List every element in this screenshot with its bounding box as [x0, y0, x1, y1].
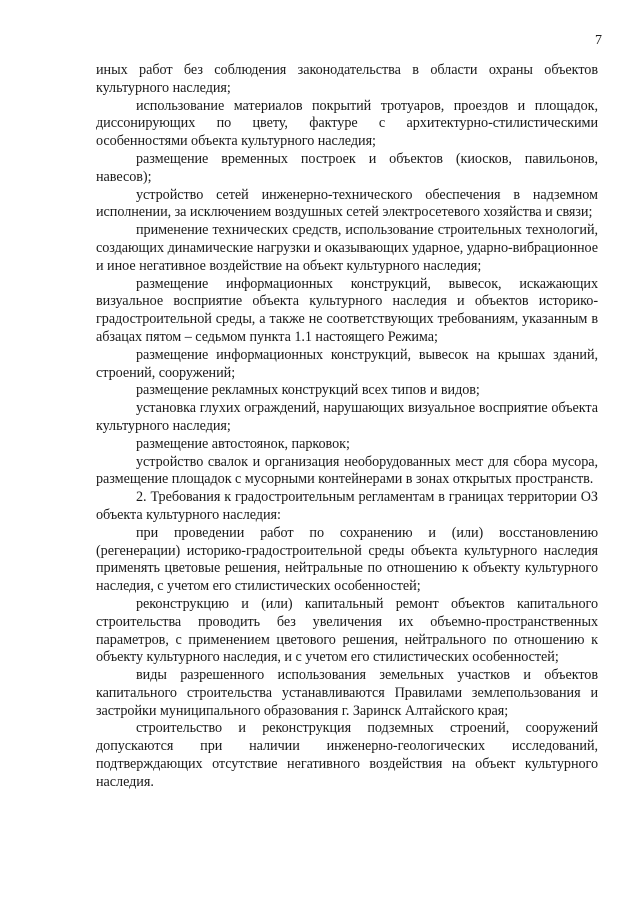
paragraph: строительство и реконструкция подземных строений, сооружений допускаются при наличии инженерно-геологических исследований, подтверждающих отсутствие негативного воздействия на объект культурного наследия. [96, 720, 598, 790]
paragraph: при проведении работ по сохранению и (или) восстановлению (регенерации) историко-градостроительной среды объекта культурного наследия применять цветовые решения, нейтральные по отношению к объекту культурного наследия, с учетом его стилистических особенностей; [96, 524, 598, 595]
paragraph: устройство сетей инженерно-технического обеспечения в надземном исполнении, за исключением воздушных сетей электросетевого хозяйства и связи; [96, 186, 598, 221]
paragraph: иных работ без соблюдения законодательства в области охраны объектов культурного наследия; [96, 62, 598, 96]
paragraph: размещение автостоянок, парковок; [136, 435, 350, 452]
paragraph: размещение рекламных конструкций всех типов и видов; [136, 382, 480, 399]
paragraph: виды разрешенного использования земельных участков и объектов капитального строительства устанавливаются Правилами землепользования и застройки муниципального образования г. Заринск Алтайского края; [96, 667, 598, 719]
paragraph: установка глухих ограждений, нарушающих визуальное восприятие объекта культурного наследия; [96, 400, 598, 434]
document-body [96, 62, 598, 792]
paragraph: 2. Требования к градостроительным регламентам в границах территории ОЗ объекта культурного наследия: [96, 489, 598, 523]
paragraph: реконструкцию и (или) капитальный ремонт объектов капитального строительства проводить без увеличения их объемно-пространственных параметров, с применением цветового решения, нейтрального по отношению к объекту культурного наследия, и с учетом его стилистических особенностей; [96, 595, 598, 666]
paragraph: размещение временных построек и объектов (киосков, павильонов, навесов); [96, 150, 598, 185]
paragraph: устройство свалок и организация необорудованных мест для сбора мусора, размещение площадок с мусорными контейнерами в зонах открытых пространств. [96, 453, 598, 488]
paragraph: размещение информационных конструкций, вывесок, искажающих визуальное восприятие объекта культурного наследия и объектов историко-градостроительной среды, а также не соответствующих требованиям, указанным в абзацах пятом – седьмом пункта 1.1 настоящего Режима; [96, 275, 598, 345]
paragraph: размещение информационных конструкций, вывесок на крышах зданий, строений, сооружений; [96, 346, 598, 381]
paragraph: использование материалов покрытий тротуаров, проездов и площадок, диссонирующих по цвету, фактуре с архитектурно-стилистическими особенностями объекта культурного наследия; [96, 97, 598, 150]
paragraph: применение технических средств, использование строительных технологий, создающих динамические нагрузки и оказывающих ударное, ударно-вибрационное и иное негативное воздействие на объект культурного наследия; [96, 222, 598, 274]
page-number: 7 [595, 33, 602, 48]
